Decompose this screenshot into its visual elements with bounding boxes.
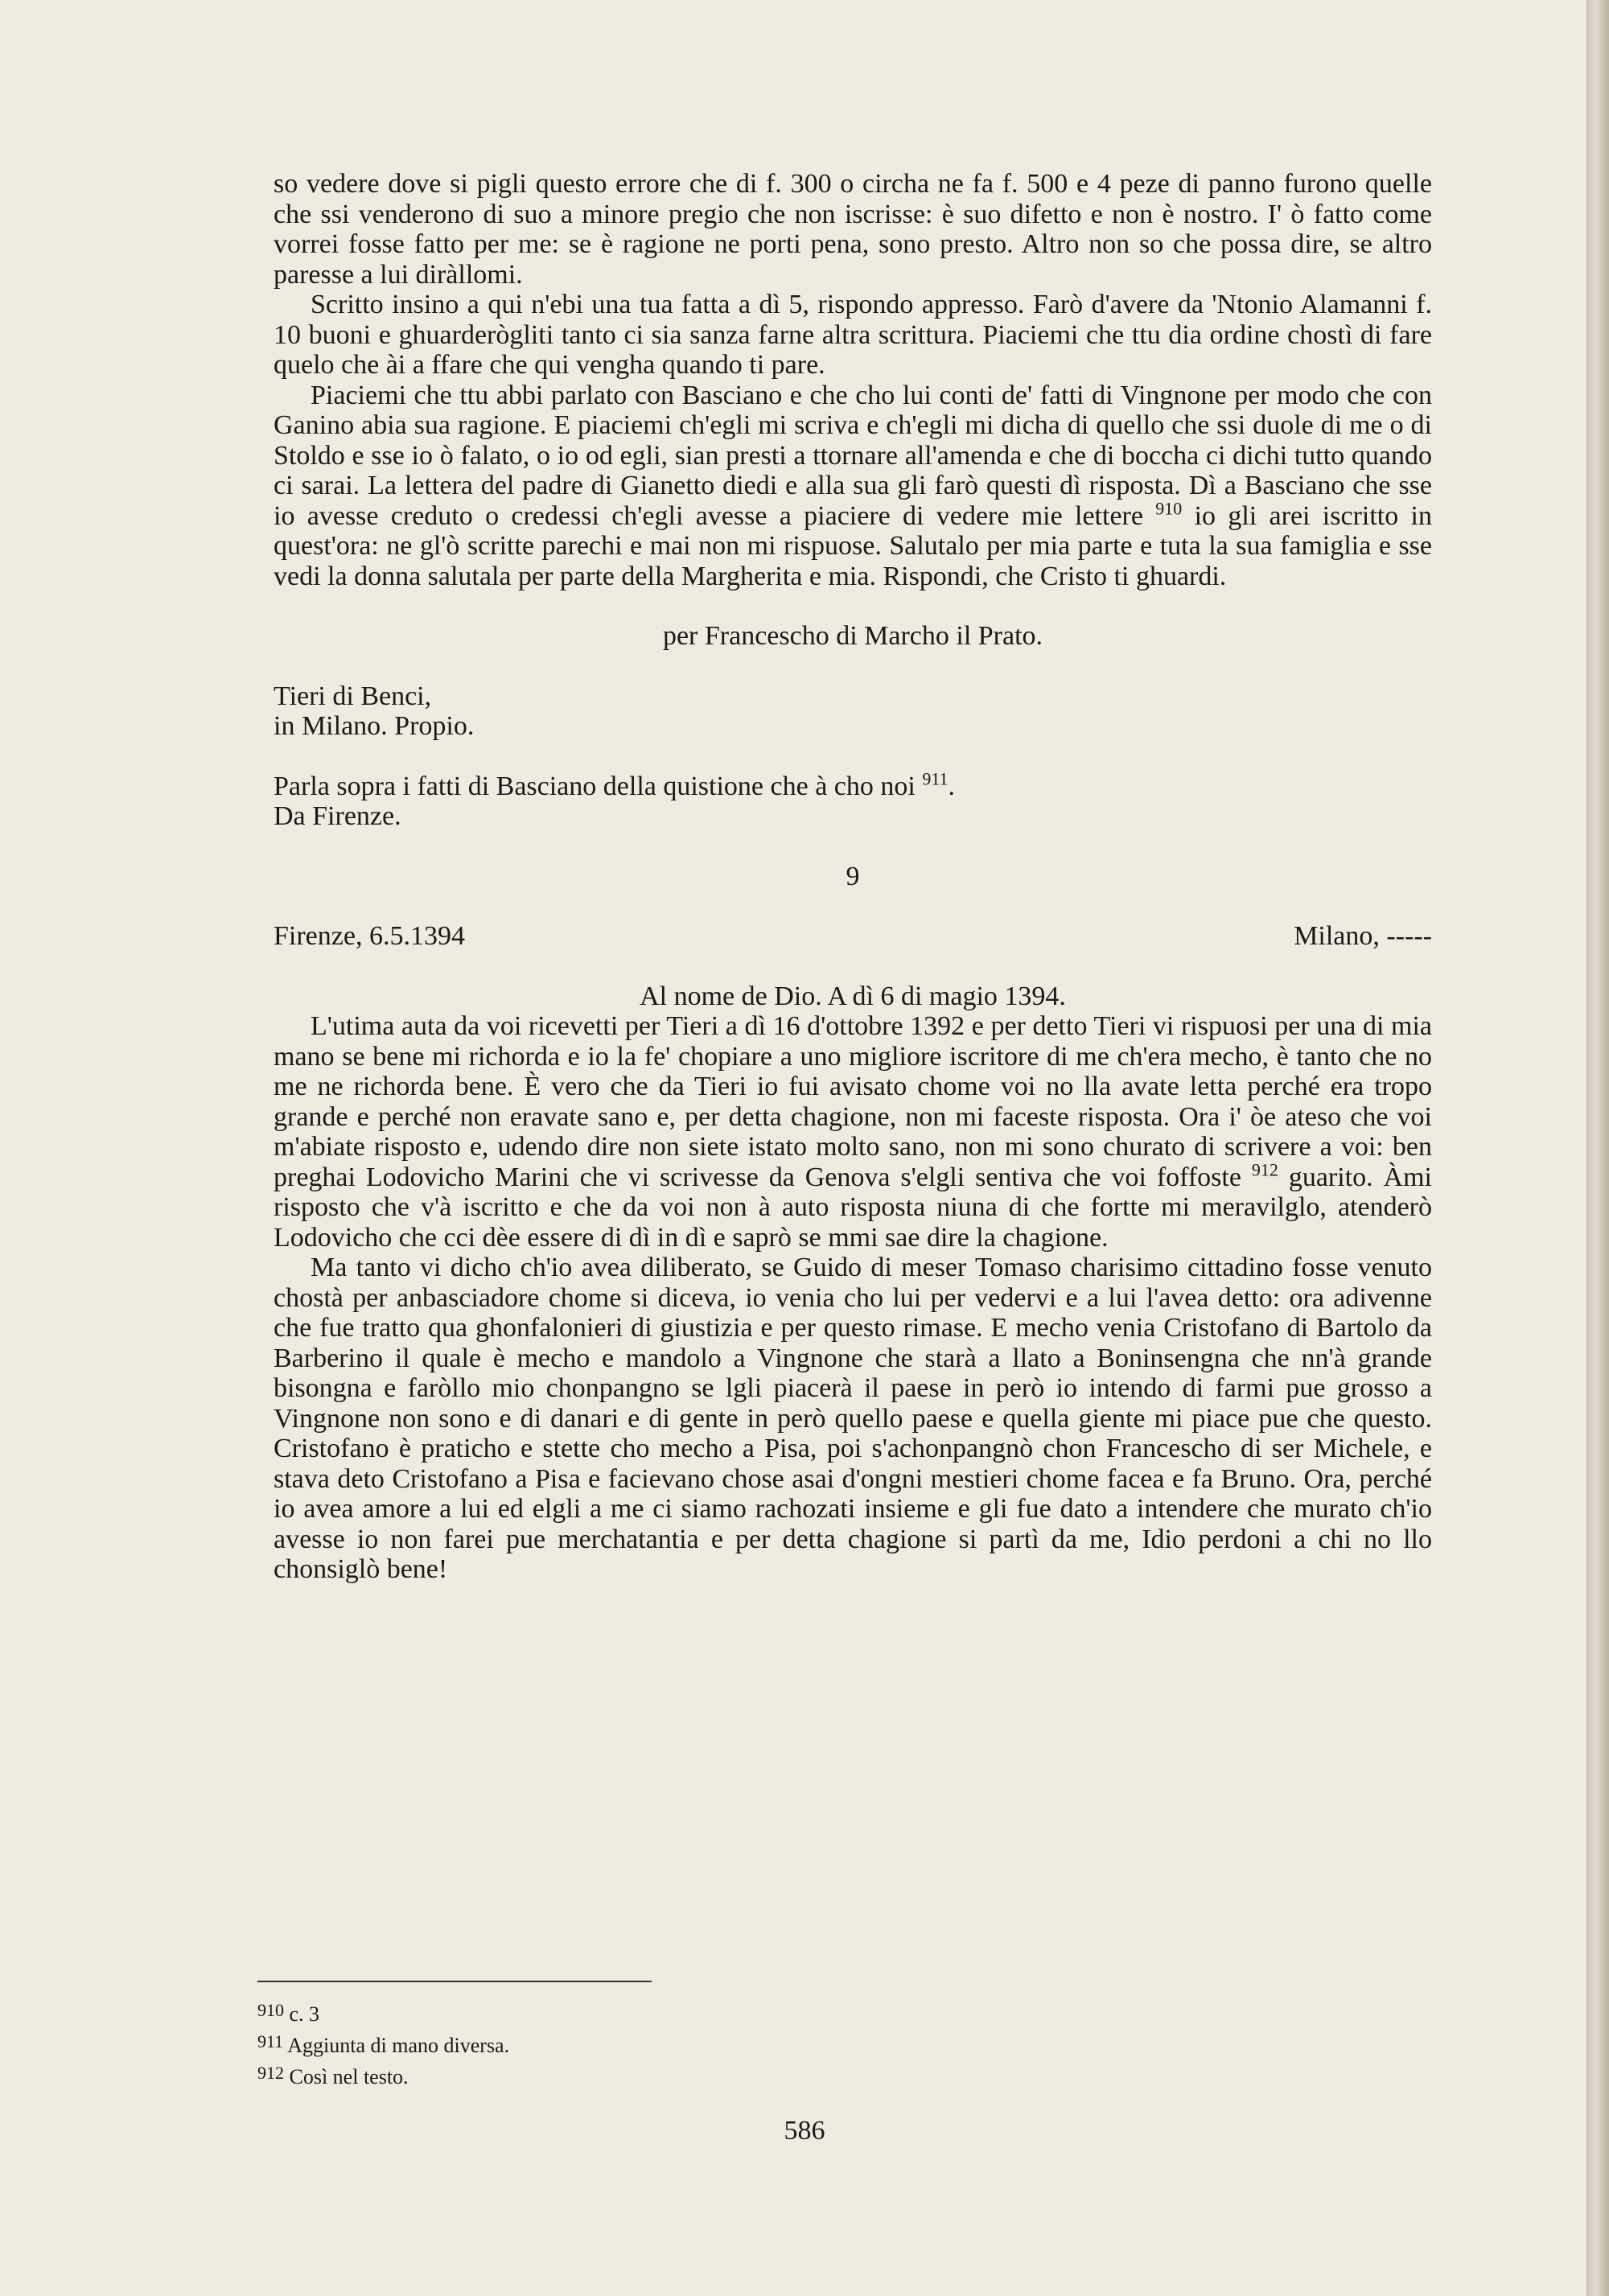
footnote-number: 912 [257, 2063, 284, 2083]
endorsement: Da Firenze. [274, 801, 401, 831]
letter-header [274, 921, 1432, 952]
place-date: Firenze, 6.5.1394 [274, 921, 465, 951]
main-text [274, 169, 1432, 1585]
footnote [257, 2059, 1384, 2091]
paragraph-text: guarito. Àmi risposto che v'à iscritto e che da voi non à auto risposta niuna di che fortte mi meravilglo, atenderò Lodovicho che cci dèe essere di dì in dì e saprò se mmi sae dire la chagione. [274, 1162, 1433, 1253]
footnote [257, 1997, 1384, 2028]
paragraph-text: L'utima auta da voi ricevetti per Tieri a dì 16 d'ottobre 1392 e per detto Tieri vi rispuosi per una di mia mano se bene mi richorda e io la fe' chopiare a uno migliore iscritore di me ch'era mecho, è tanto che no me ne richorda bene. È vero che da Tieri io fui avisato chome voi no lla avate letta perché era tropo grande e perché non eravate sano e, per detta chagione, non mi faceste risposta. Ora i' òe ateso che voi m'abiate risposto e, udendo dire non siete istato molto sano, non mi sono churato di scrivere a voi: ben preghai Lodovicho Marini che vi scrivesse da Genova s'elgli sentiva che voi foffoste [274, 1011, 1432, 1192]
page-edge [1586, 0, 1609, 2296]
footnote [257, 2028, 1384, 2059]
endorsement-punct: . [948, 771, 956, 801]
letter-number: 9 [846, 861, 860, 891]
destination: Milano, ----- [1294, 921, 1432, 951]
endorsement-text: Parla sopra i fatti di Basciano della quistione che à cho noi [274, 771, 916, 801]
footnote-text: c. 3 [289, 2002, 320, 2026]
footnote-text: Aggiunta di mano diversa. [287, 2034, 510, 2057]
paragraph [274, 1011, 1432, 1253]
paragraph: so vedere dove si pigli questo errore che di f. 300 o circha ne fa f. 500 e 4 peze di panno furono quelle che ssi venderono di suo a minore pregio che non iscrisse: è suo difetto e non è nostro. I' ò fatto come vorrei fosse fatto per me: se è ragione ne porti pena, sono presto. Altro non so che possa dire, se altro paresse a lui diràllomi. [274, 169, 1432, 290]
footnote-number: 910 [257, 2000, 284, 2020]
letter-heading: Al nome de Dio. A dì 6 di magio 1394. [640, 981, 1066, 1011]
paragraph [274, 381, 1432, 592]
footnote-ref: 911 [922, 768, 949, 789]
page-number: 586 [784, 2116, 825, 2146]
footnote-text: Così nel testo. [289, 2065, 409, 2088]
paragraph: Ma tanto vi dicho ch'io avea diliberato, se Guido di meser Tomaso charisimo cittadino fosse venuto chostà per anbasciadore chome si diceva, io venia cho lui per vedervi e a lui l'avea detto: ora adivenne che fue tratto qua ghonfalonieri di giustizia e per questo rimase. E mecho venia Cristofano di Bartolo da Barberino il quale è mecho e mandolo a Vingnone che starà a llato a Boninsengna che nn'à grande bisongna e faròllo mio chonpangno se lgli piacerà il paese in però io intendo di farmi pue grosso a Vingnone non sono e di danari e di gente in però quello paese e quella giente mi piace pue che questo. Cristofano è praticho e stette cho mecho a Pisa, poi s'achonpangnò chon Francescho di ser Michele, e stava deto Cristofano a Pisa e facievano chose asai d'ongni mestieri chome facea e fa Bruno. Ora, perché io avea amore a lui ed elgli a me ci siamo rachozati insieme e gli fue dato a intendere che murato ch'io avesse io non farei pue merchatantia e per detta chagione si partì da me, Idio perdoni a chi no llo chonsiglò bene! [274, 1253, 1432, 1584]
footnote-number: 911 [257, 2031, 284, 2051]
endorsement [274, 768, 1432, 802]
paragraph: Scritto insino a qui n'ebi una tua fatta a dì 5, rispondo appresso. Farò d'avere da 'Ntonio Alamanni f. 10 buoni e ghuarderògliti tanto ci sia sanza farne altra scrittura. Piaciemi che ttu dia ordine chostì di fare quelo che ài a ffare che qui vengha quando ti pare. [274, 290, 1432, 380]
paragraph-text: io gli arei iscritto in quest'ora: ne gl'ò scritte parechi e mai non mi rispuose. Salutalo per mia parte e tuta la sua famiglia e sse vedi la donna salutala per parte della Margherita e mia. Rispondi, che Cristo ti ghuardi. [274, 500, 1432, 591]
paragraph-text: Piaciemi che ttu abbi parlato con Basciano e che cho lui conti de' fatti di Vingnone per modo che con Ganino abia sua ragione. E piaciemi ch'egli mi scriva e ch'egli mi dicha di quello che ssi duole di me o di Stoldo e sse io ò falato, o io od egli, sian presti a ttornare all'amenda e che di boccha ci dichi tutto quando ci sarai. La lettera del padre di Gianetto diedi e alla sua gli farò questi dì risposta. Dì a Basciano che sse io avesse creduto o credessi ch'egli avesse a piaciere di vedere mie lettere [274, 380, 1432, 531]
address-line: in Milano. Propio. [274, 711, 475, 741]
footnote-rule [257, 1981, 652, 1982]
footnotes [257, 1981, 1384, 2091]
address-line: Tieri di Benci, [274, 681, 432, 711]
footnote-ref: 912 [1251, 1159, 1278, 1180]
signature: per Francescho di Marcho il Prato. [662, 621, 1043, 651]
footnote-ref: 910 [1155, 498, 1183, 519]
